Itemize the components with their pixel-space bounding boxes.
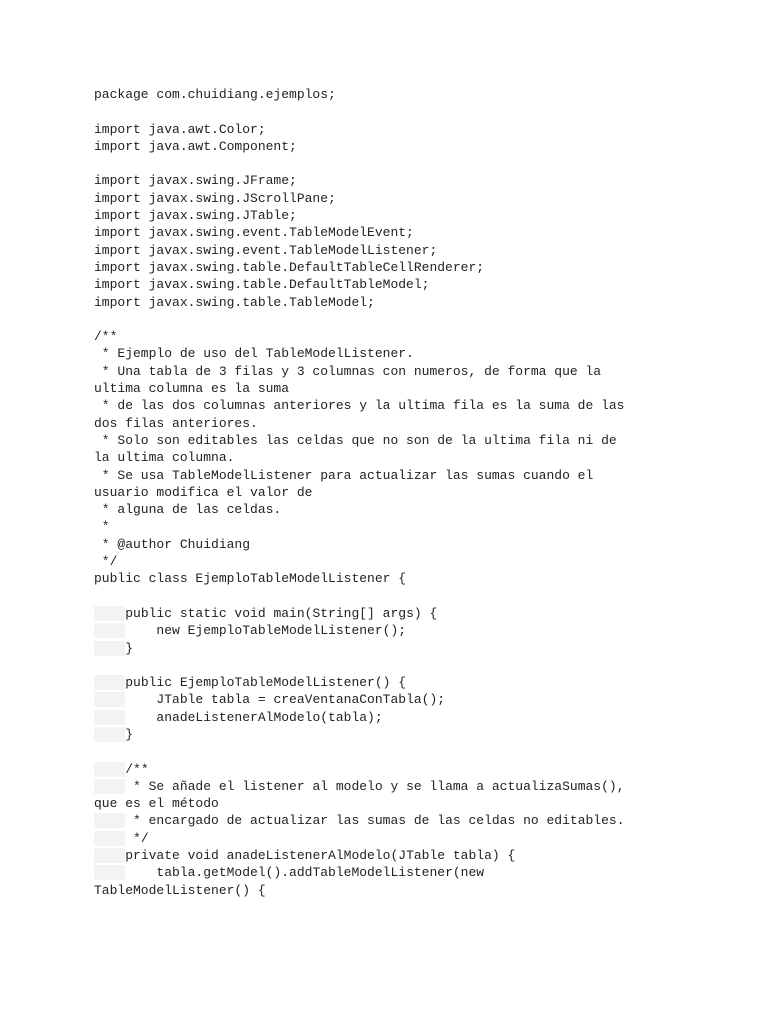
code-indent: [94, 692, 125, 707]
code-line: [94, 847, 734, 864]
code-line: [94, 605, 734, 622]
code-line: [94, 242, 734, 259]
code-line: [94, 103, 734, 120]
code-text: /**: [125, 761, 149, 777]
code-text: que es el método: [94, 796, 219, 812]
code-text: import javax.swing.JTable;: [94, 208, 297, 224]
code-line: [94, 864, 734, 881]
code-line: [94, 588, 734, 605]
code-line: [94, 761, 734, 778]
code-line: [94, 674, 734, 691]
code-line: [94, 518, 734, 535]
code-line: [94, 432, 734, 449]
code-indent: [94, 675, 125, 690]
code-line: [94, 570, 734, 587]
code-text: usuario modifica el valor de: [94, 484, 313, 500]
code-line: [94, 536, 734, 553]
code-text: * Se usa TableModelListener para actualizar las sumas cuando el: [94, 467, 594, 483]
code-text: la ultima columna.: [94, 450, 235, 466]
code-line: [94, 380, 734, 397]
code-text: * Se añade el listener al modelo y se llama a actualizaSumas(),: [125, 778, 625, 794]
code-line: [94, 155, 734, 172]
code-text: public static void main(String[] args) {: [125, 605, 438, 621]
code-line: [94, 640, 734, 657]
code-line: [94, 778, 734, 795]
code-line: [94, 467, 734, 484]
code-text: anadeListenerAlModelo(tabla);: [125, 709, 383, 725]
code-indent: [94, 606, 125, 621]
code-line: [94, 743, 734, 760]
code-line: [94, 311, 734, 328]
code-line: [94, 726, 734, 743]
code-text: * @author Chuidiang: [94, 536, 251, 552]
code-line: [94, 795, 734, 812]
code-text: package com.chuidiang.ejemplos;: [94, 87, 336, 102]
code-text: }: [125, 726, 134, 742]
code-text: import javax.swing.event.TableModelEvent;: [94, 225, 414, 241]
code-text: tabla.getModel().addTableModelListener(new: [125, 865, 485, 881]
code-line: [94, 276, 734, 293]
code-line: [94, 207, 734, 224]
code-text: new EjemploTableModelListener();: [125, 623, 407, 639]
code-text: import java.awt.Color;: [94, 121, 266, 137]
code-line: [94, 345, 734, 362]
code-text: * encargado de actualizar las sumas de las celdas no editables.: [125, 813, 625, 829]
code-indent: [94, 813, 125, 828]
code-indent: [94, 848, 125, 863]
code-indent: [94, 727, 125, 742]
code-text: */: [94, 554, 118, 570]
code-text: dos filas anteriores.: [94, 415, 258, 431]
code-line: [94, 830, 734, 847]
code-text: ultima columna es la suma: [94, 381, 290, 397]
code-line: [94, 294, 734, 311]
code-indent: [94, 865, 125, 880]
code-text: import javax.swing.JFrame;: [94, 173, 297, 189]
code-text: private void anadeListenerAlModelo(JTable tabla) {: [125, 848, 516, 864]
code-line: [94, 190, 734, 207]
code-line: [94, 415, 734, 432]
code-line: [94, 622, 734, 639]
code-text: import javax.swing.event.TableModelListener;: [94, 242, 438, 258]
code-line: [94, 224, 734, 241]
code-text: TableModelListener() {: [94, 882, 266, 898]
code-line: [94, 259, 734, 276]
code-line: [94, 121, 734, 138]
code-line: [94, 709, 734, 726]
code-text: * alguna de las celdas.: [94, 502, 282, 518]
code-line: [94, 553, 734, 570]
code-indent: [94, 831, 125, 846]
code-text: * Solo son editables las celdas que no son de la ultima fila ni de: [94, 432, 617, 448]
code-text: * Ejemplo de uso del TableModelListener.: [94, 346, 414, 362]
code-line: [94, 484, 734, 501]
code-line: [94, 328, 734, 345]
code-line: [94, 657, 734, 674]
code-line: [94, 812, 734, 829]
code-text: * de las dos columnas anteriores y la ultima fila es la suma de las: [94, 398, 625, 414]
code-indent: [94, 762, 125, 777]
code-line: [94, 397, 734, 414]
code-line: [94, 363, 734, 380]
code-line: [94, 691, 734, 708]
code-line: [94, 86, 734, 103]
code-text: import javax.swing.table.TableModel;: [94, 294, 375, 310]
code-text: }: [125, 640, 134, 656]
code-text: import javax.swing.table.DefaultTableCellRenderer;: [94, 259, 485, 275]
code-line: [94, 501, 734, 518]
code-text: /**: [94, 329, 118, 345]
code-text: import javax.swing.table.DefaultTableModel;: [94, 277, 430, 293]
code-text: import java.awt.Component;: [94, 138, 297, 154]
code-text: JTable tabla = creaVentanaConTabla();: [125, 692, 446, 708]
code-line: [94, 172, 734, 189]
code-indent: [94, 641, 125, 656]
code-text: public class EjemploTableModelListener {: [94, 571, 407, 587]
code-line: [94, 138, 734, 155]
code-indent: [94, 710, 125, 725]
code-indent: [94, 623, 125, 638]
code-text: * Una tabla de 3 filas y 3 columnas con numeros, de forma que la: [94, 363, 602, 379]
code-line: [94, 449, 734, 466]
code-line: [94, 882, 734, 899]
code-text: import javax.swing.JScrollPane;: [94, 190, 336, 206]
code-text: public EjemploTableModelListener() {: [125, 675, 407, 691]
code-text: *: [94, 519, 110, 535]
code-indent: [94, 779, 125, 794]
source-code-block: [94, 86, 734, 899]
code-text: */: [125, 830, 149, 846]
